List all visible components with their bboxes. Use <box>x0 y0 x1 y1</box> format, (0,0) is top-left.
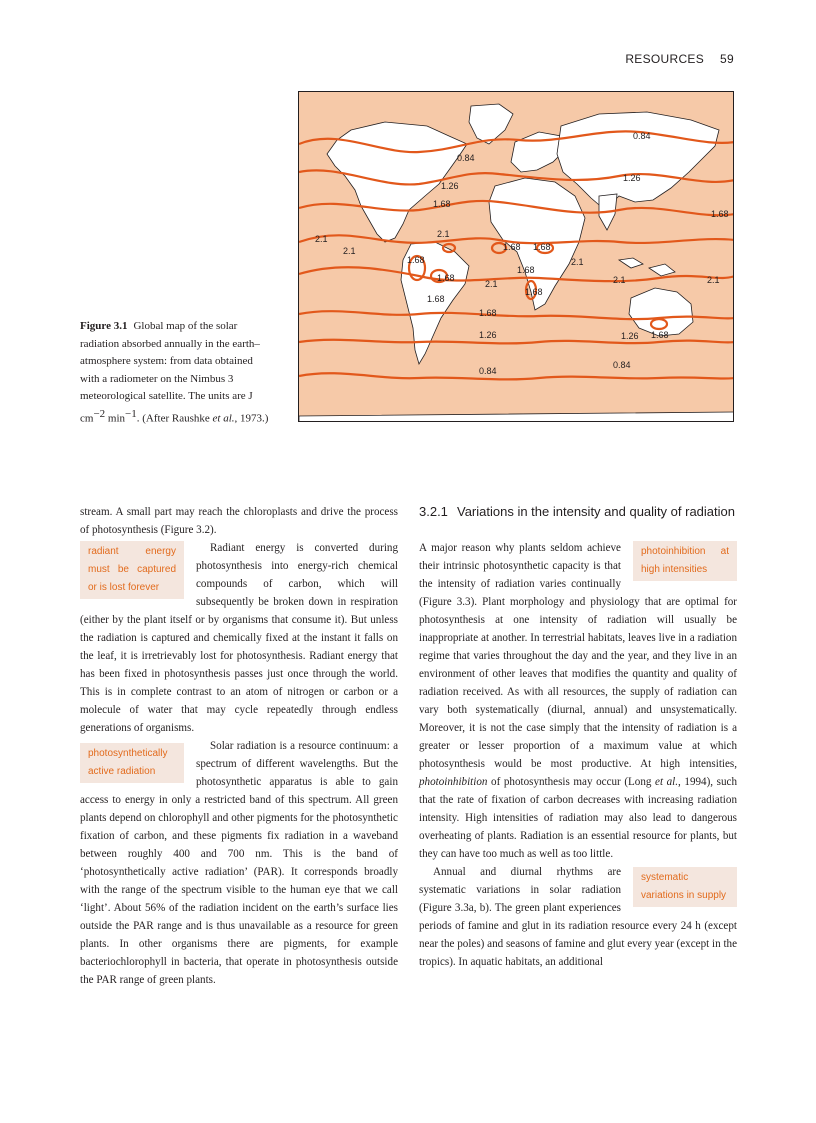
paragraph: Solar radiation is a resource continuum: a spectrum of different wavelengths. But the photosynthetic apparatus is able to gain access to energy in only a restricted band of this spectrum. All green plants depend on chlorophyll and other pigments for the photosynthetic fixation of carbon, and these pigments fix radiation in a waveband between roughly 400 and 700 nm. This is the band of ‘photosynthetically active radiation’ (PAR). It corresponds broadly with the range of the spectrum visible to the human eye that we call ‘light’. About 56% of the radiation incident on the earth’s surface lies outside the PAR range and is thus unavailable as a resource for green plants. In other organisms there are pigments, for example bacteriochlorophyll in bacteria, that operate in photosynthesis outside the PAR range of green plants. <box>80 740 398 986</box>
paragraph: Radiant energy is converted during photosynthesis into energy-rich chemical compounds of carbon, which will subsequently be broken down in respiration (either by the plant itself or by organisms that consume it). But unless the radiation is captured and chemically fixed at the instant it falls on the leaf, it is irretrievably lost for photosynthesis. Radiant energy that has been fixed in photosynthesis passes just once through the world. This is in complete contrast to an atom of nitrogen or carbon or a molecule of water that may cycle repeatedly through endless generations of organisms. <box>80 542 398 734</box>
map-label: 2.1 <box>571 257 584 267</box>
margin-note-photoinhibition: photoinhibition at high intensities <box>633 541 737 581</box>
map-label: 1.26 <box>623 173 641 183</box>
landmass-antarctica <box>299 412 734 422</box>
map-label: 1.68 <box>479 308 497 318</box>
contour-084-south <box>299 373 734 379</box>
solar-radiation-map <box>298 91 734 422</box>
map-label: 1.68 <box>437 273 455 283</box>
paragraph-text: of photosynthesis may occur (Long <box>487 776 656 788</box>
map-label: 2.1 <box>437 229 450 239</box>
paragraph-text: A major reason why plants seldom achieve their intrinsic photosynthetic capacity is that the intensity of radiation varies continually (Figure 3.3). Plant morphology and physiology that are optimal for photosynthesis at one intensity of radiation will usually be inappropriate at another. In terrestrial habitats, leaves live in a radiation regime that varies throughout the day and the year, and they live in an environment of other leaves that modifies the quantity and quality of radiation received. As with all resources, the supply of radiation can vary both systematically (diurnal, annual) and unsystematically. Moreover, it is not the case simply that the intensity of radiation is a greater or lesser proportion of a maximum value at which photosynthesis would be most productive. At high intensities, <box>419 542 737 770</box>
map-label: 1.68 <box>503 242 521 252</box>
map-label: 2.1 <box>315 234 328 244</box>
section-number: 3.2.1 <box>419 504 448 519</box>
paragraph: Annual and diurnal rhythms are systematic variations in solar radiation (Figure 3.3a, b). The green plant experiences periods of famine and glut in its radiation resource every 24 h (except near the poles) and seasons of famine and glut every year (except in the tropics). In aquatic habitats, an additional <box>419 866 737 968</box>
map-label: 0.84 <box>613 360 631 370</box>
map-label: 1.68 <box>433 199 451 209</box>
right-column <box>419 503 737 971</box>
map-label: 1.26 <box>441 181 459 191</box>
citation-etal: et al. <box>655 776 679 788</box>
units-exponent-min: −1 <box>125 407 137 420</box>
contour-126-south <box>299 340 734 344</box>
map-label: 0.84 <box>633 131 651 141</box>
map-label: 2.1 <box>613 275 626 285</box>
margin-note-systematic: systematic variations in supply <box>633 867 737 907</box>
landmass-indonesia <box>619 258 675 276</box>
map-label: 2.1 <box>707 275 720 285</box>
figure-label: Figure 3.1 <box>80 320 128 332</box>
citation-etal: et al. <box>212 412 235 425</box>
term-photoinhibition: photoinhibition <box>419 776 488 788</box>
page-number: 59 <box>720 52 734 66</box>
map-label: 1.26 <box>621 331 639 341</box>
margin-note-radiant-energy: radiant energy must be captured or is lost forever <box>80 541 184 599</box>
left-column <box>80 503 398 989</box>
map-label: 1.26 <box>479 330 497 340</box>
map-label: 1.68 <box>407 255 425 265</box>
units-exponent-cm: −2 <box>93 407 106 420</box>
landmass-asia <box>557 112 719 210</box>
map-label: 2.1 <box>485 279 498 289</box>
running-title: RESOURCES <box>625 52 705 66</box>
running-header <box>625 52 734 66</box>
map-label: 0.84 <box>457 153 475 163</box>
map-label: 1.68 <box>651 330 669 340</box>
map-label: 0.84 <box>479 366 497 376</box>
citation-suffix: , 1973.) <box>234 412 269 425</box>
map-label: 2.1 <box>343 246 356 256</box>
map-label: 1.68 <box>525 287 543 297</box>
units-min: min <box>105 412 126 425</box>
figure-caption <box>80 318 275 428</box>
map-label: 1.68 <box>517 265 535 275</box>
map-label: 1.68 <box>533 242 551 252</box>
landmass-greenland <box>469 104 513 144</box>
map-label: 1.68 <box>711 209 729 219</box>
paragraph-text: , 1994), such that the rate of fixation of carbon decreases with increasing radiation intensity. High intensities of radiation may also lead to dangerous overheating of plants. Radiation is an essential resource for plants, but they can have too much as well as too little. <box>419 776 737 860</box>
section-title: Variations in the intensity and quality of radiation <box>457 504 735 519</box>
paragraph <box>419 539 737 863</box>
map-label: 1.68 <box>427 294 445 304</box>
margin-note-par: photosynthetically active radiation <box>80 743 184 783</box>
section-heading <box>419 503 737 521</box>
world-map-graphic <box>299 92 734 422</box>
citation-prefix: . (After Raushke <box>136 412 213 425</box>
figure-caption-text: Global map of the solar radiation absorbed annually in the earth–atmosphere system: from data obtained with a radiometer on the Nimbus 3 meteorological satellite. The units are J cm <box>80 320 260 425</box>
paragraph: stream. A small part may reach the chloroplasts and drive the process of photosynthesis (Figure 3.2). <box>80 506 398 536</box>
